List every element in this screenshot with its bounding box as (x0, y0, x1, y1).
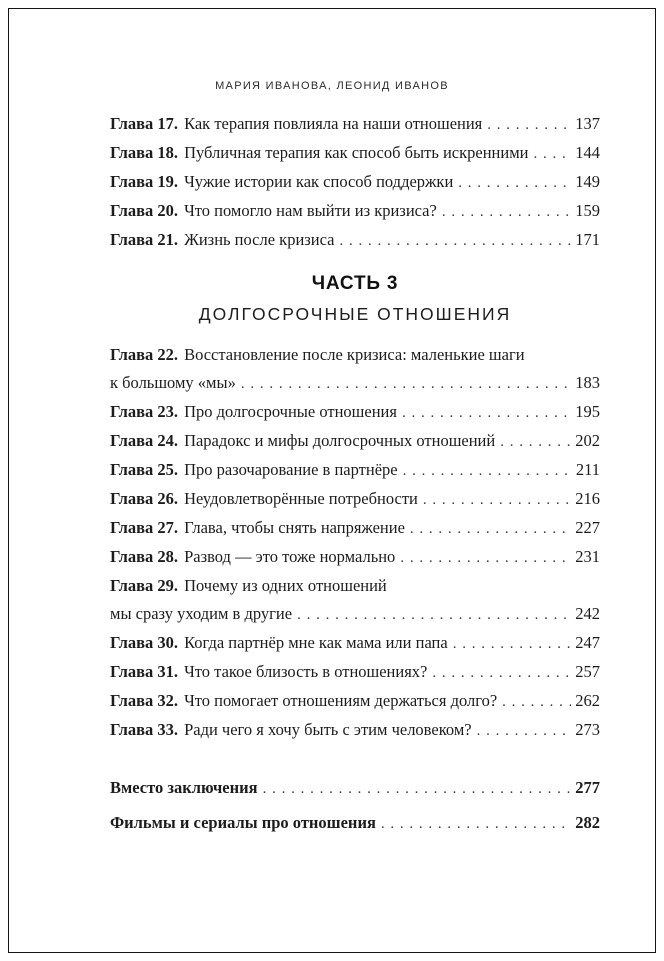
dot-leader (502, 687, 571, 716)
chapter-title: Как терапия повлияла на наши отношения (184, 114, 483, 133)
chapter-title: Вместо заключения (110, 778, 258, 797)
toc-entry-line (110, 543, 600, 572)
dot-leader (402, 398, 571, 427)
toc-entry-line (110, 572, 600, 600)
page-number: 273 (575, 720, 600, 739)
dot-leader (453, 629, 572, 658)
toc-entry-line (110, 139, 600, 168)
page-number: 159 (575, 201, 600, 220)
chapter-title: Ради чего я хочу быть с этим человеком? (184, 720, 472, 739)
page-number: 171 (575, 230, 600, 249)
chapter-title: Почему из одних отношений (184, 576, 387, 595)
dot-leader (339, 226, 571, 255)
dot-leader (458, 168, 571, 197)
page-number: 242 (575, 604, 600, 623)
toc-entry (110, 806, 600, 841)
toc-section-part3 (110, 341, 600, 745)
toc-entry (110, 427, 600, 456)
chapter-label: Глава 21. (110, 230, 179, 249)
page-number: 227 (575, 518, 600, 537)
chapter-title: Жизнь после кризиса (184, 230, 335, 249)
page-number: 282 (575, 813, 600, 832)
toc-entry-line (110, 427, 600, 456)
toc-entry-line (110, 629, 600, 658)
part-heading (110, 271, 600, 327)
chapter-label: Глава 26. (110, 489, 179, 508)
running-head: МАРИЯ ИВАНОВА, ЛЕОНИД ИВАНОВ (215, 80, 449, 92)
toc-entry (110, 485, 600, 514)
toc-entry (110, 572, 600, 629)
dot-leader (500, 427, 571, 456)
dot-leader (381, 806, 571, 841)
toc-entry-line (110, 341, 600, 369)
chapter-label: Глава 22. (110, 345, 179, 364)
chapter-title: Публичная терапия как способ быть искренними (184, 143, 529, 162)
toc-entry (110, 771, 600, 806)
dot-leader (410, 514, 571, 543)
chapter-title: мы сразу уходим в другие (110, 604, 293, 623)
part-number: ЧАСТЬ 3 (311, 273, 399, 294)
toc-entry (110, 110, 600, 139)
dot-leader (442, 197, 571, 226)
toc-entry (110, 514, 600, 543)
toc-entry-line (110, 369, 600, 398)
page-number: 137 (575, 114, 600, 133)
toc-entry (110, 139, 600, 168)
chapter-label: Глава 17. (110, 114, 179, 133)
toc-entry (110, 341, 600, 398)
chapter-label: Глава 25. (110, 460, 179, 479)
dot-leader (263, 771, 572, 806)
chapter-title: Восстановление после кризиса: маленькие шаги (184, 345, 525, 364)
chapter-label: Глава 20. (110, 201, 179, 220)
chapter-title: Глава, чтобы снять напряжение (184, 518, 405, 537)
page-number: 183 (575, 373, 600, 392)
chapter-label: Глава 18. (110, 143, 179, 162)
toc-entry (110, 658, 600, 687)
dot-leader (487, 110, 571, 139)
chapter-label: Глава 19. (110, 172, 179, 191)
chapter-label: Глава 24. (110, 431, 179, 450)
toc-entry-line (110, 168, 600, 197)
toc-entry-line (110, 485, 600, 514)
page-number: 211 (575, 460, 600, 479)
toc-entry-line (110, 658, 600, 687)
toc-entry-line (110, 226, 600, 255)
chapter-title: Фильмы и сериалы про отношения (110, 813, 376, 832)
toc-entry-line (110, 687, 600, 716)
chapter-title: Про долгосрочные отношения (184, 402, 397, 421)
toc-entry-line (110, 110, 600, 139)
toc-entry-line (110, 600, 600, 629)
toc-entry (110, 543, 600, 572)
toc-entry (110, 197, 600, 226)
toc-entry (110, 716, 600, 745)
chapter-label: Глава 27. (110, 518, 179, 537)
page-number: 216 (575, 489, 600, 508)
page-number: 262 (575, 691, 600, 710)
dot-leader (297, 600, 571, 629)
page-number: 195 (575, 402, 600, 421)
toc-entry-line (110, 806, 600, 841)
toc-entry (110, 629, 600, 658)
page-number: 144 (575, 143, 600, 162)
page-number: 202 (575, 431, 600, 450)
dot-leader (477, 716, 572, 745)
toc-entry-line (110, 716, 600, 745)
chapter-title: Про разочарование в партнёре (184, 460, 398, 479)
chapter-title: Парадокс и мифы долгосрочных отношений (184, 431, 496, 450)
chapter-title: Что помогло нам выйти из кризиса? (184, 201, 437, 220)
chapter-title: Что помогает отношениям держаться долго? (184, 691, 498, 710)
page-number: 247 (575, 633, 600, 652)
table-of-contents (110, 110, 600, 841)
toc-entry (110, 456, 600, 485)
chapter-title: Что такое близость в отношениях? (184, 662, 428, 681)
chapter-label: Глава 23. (110, 402, 179, 421)
toc-entry (110, 398, 600, 427)
toc-section-end (110, 771, 600, 841)
page-number: 149 (575, 172, 600, 191)
dot-leader (533, 139, 571, 168)
chapter-title: Когда партнёр мне как мама или папа (184, 633, 448, 652)
toc-entry (110, 687, 600, 716)
part-title: ДОЛГОСРОЧНЫЕ ОТНОШЕНИЯ (198, 304, 512, 324)
chapter-title: Развод — это тоже нормально (184, 547, 396, 566)
page-number: 277 (575, 778, 600, 797)
dot-leader (241, 369, 571, 398)
toc-entry (110, 226, 600, 255)
dot-leader (400, 543, 571, 572)
page-number: 231 (575, 547, 600, 566)
chapter-title: к большому «мы» (110, 373, 236, 392)
chapter-label: Глава 30. (110, 633, 179, 652)
chapter-label: Глава 33. (110, 720, 179, 739)
toc-entry-line (110, 771, 600, 806)
toc-entry (110, 168, 600, 197)
chapter-title: Чужие истории как способ поддержки (184, 172, 454, 191)
toc-entry-line (110, 514, 600, 543)
chapter-title: Неудовлетворённые потребности (184, 489, 418, 508)
toc-entry-line (110, 456, 600, 485)
chapter-label: Глава 32. (110, 691, 179, 710)
toc-section-top (110, 110, 600, 255)
chapter-label: Глава 31. (110, 662, 179, 681)
dot-leader (423, 485, 571, 514)
toc-entry-line (110, 197, 600, 226)
dot-leader (432, 658, 571, 687)
toc-entry-line (110, 398, 600, 427)
chapter-label: Глава 28. (110, 547, 179, 566)
dot-leader (403, 456, 572, 485)
page-number: 257 (575, 662, 600, 681)
chapter-label: Глава 29. (110, 576, 179, 595)
